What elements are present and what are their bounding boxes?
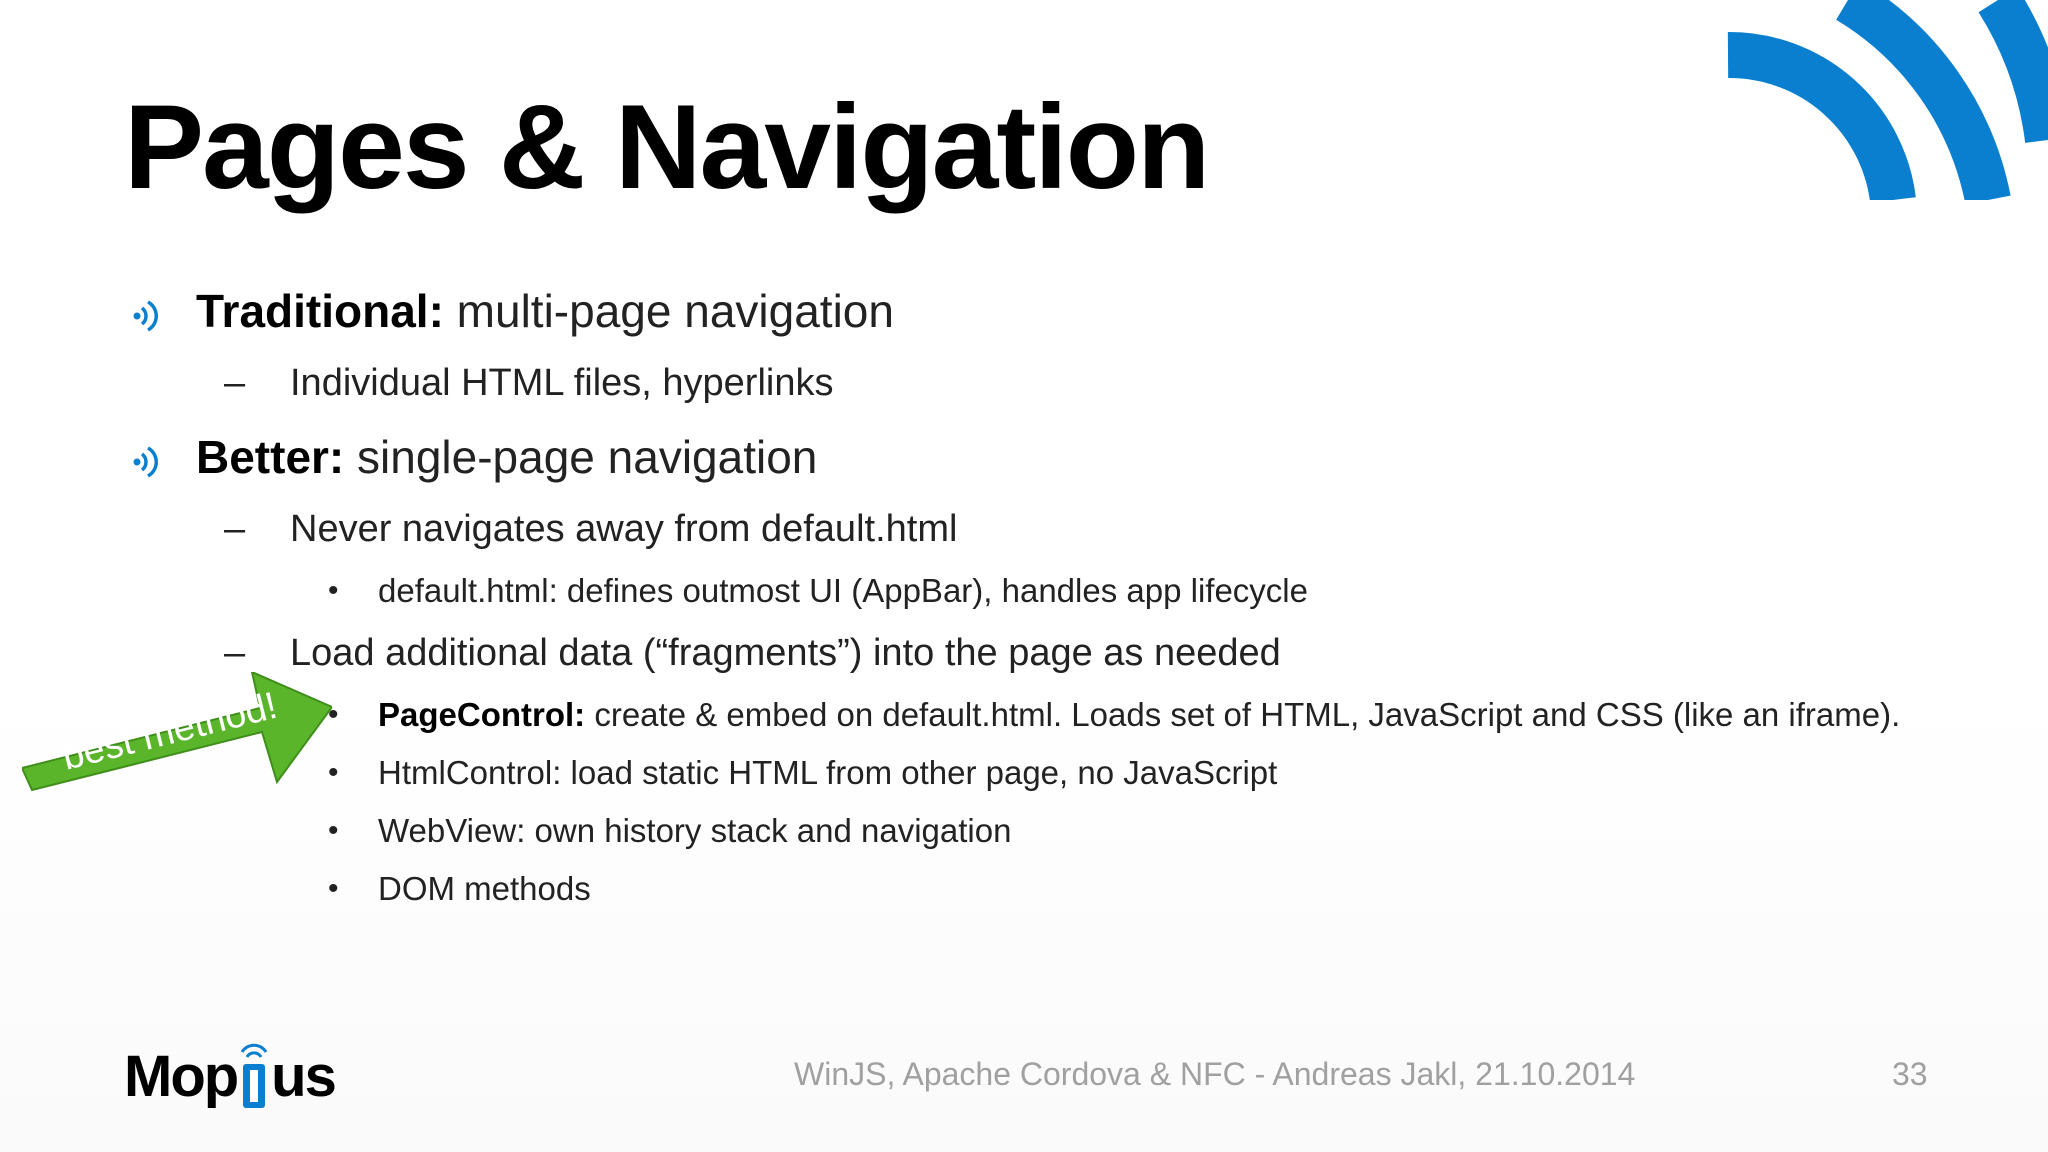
bullet-text: single-page navigation bbox=[344, 431, 818, 483]
wireless-signal-icon bbox=[132, 444, 160, 480]
logo-signal-icon bbox=[239, 1040, 269, 1110]
signal-arcs-icon bbox=[1718, 0, 2048, 200]
dot-marker: • bbox=[328, 698, 339, 731]
point-htmlcontrol: HtmlControl: load static HTML from other page, no JavaScript bbox=[378, 754, 1278, 791]
page-number: 33 bbox=[1892, 1056, 1928, 1092]
wireless-signal-icon bbox=[132, 298, 160, 334]
point-text: create & embed on default.html. Loads set of HTML, JavaScript and CSS (like an iframe). bbox=[585, 696, 1901, 733]
point-default-html: default.html: defines outmost UI (AppBar), handles app lifecycle bbox=[378, 572, 1308, 609]
dash-marker: – bbox=[224, 632, 246, 674]
point-webview: WebView: own history stack and navigation bbox=[378, 812, 1012, 849]
badge-label: best method! bbox=[58, 684, 282, 779]
logo-text-left: Mop bbox=[124, 1044, 238, 1109]
dash-marker: – bbox=[224, 362, 246, 404]
bullet-traditional bbox=[196, 284, 894, 338]
dot-marker: • bbox=[328, 814, 339, 847]
subitem-individual-files: Individual HTML files, hyperlinks bbox=[290, 362, 834, 404]
footer-text: WinJS, Apache Cordova & NFC - Andreas Jakl, 21.10.2014 bbox=[794, 1056, 1636, 1092]
subitem-never-navigates: Never navigates away from default.html bbox=[290, 508, 958, 550]
dash-marker: – bbox=[224, 508, 246, 550]
subitem-load-fragments: Load additional data (“fragments”) into the page as needed bbox=[290, 632, 1281, 674]
bullet-label: Better: bbox=[196, 431, 345, 483]
logo bbox=[124, 1030, 335, 1110]
dot-marker: • bbox=[328, 872, 339, 905]
point-label: PageControl: bbox=[378, 696, 586, 733]
bullet-text: multi-page navigation bbox=[443, 285, 894, 337]
point-dom-methods: DOM methods bbox=[378, 870, 591, 907]
dot-marker: • bbox=[328, 756, 339, 789]
bullet-better bbox=[196, 430, 817, 484]
bullet-label: Traditional: bbox=[196, 285, 444, 337]
point-pagecontrol bbox=[378, 696, 1900, 734]
logo-text-right: us bbox=[271, 1044, 335, 1109]
dot-marker: • bbox=[328, 574, 339, 607]
page-title: Pages & Navigation bbox=[124, 80, 1209, 214]
